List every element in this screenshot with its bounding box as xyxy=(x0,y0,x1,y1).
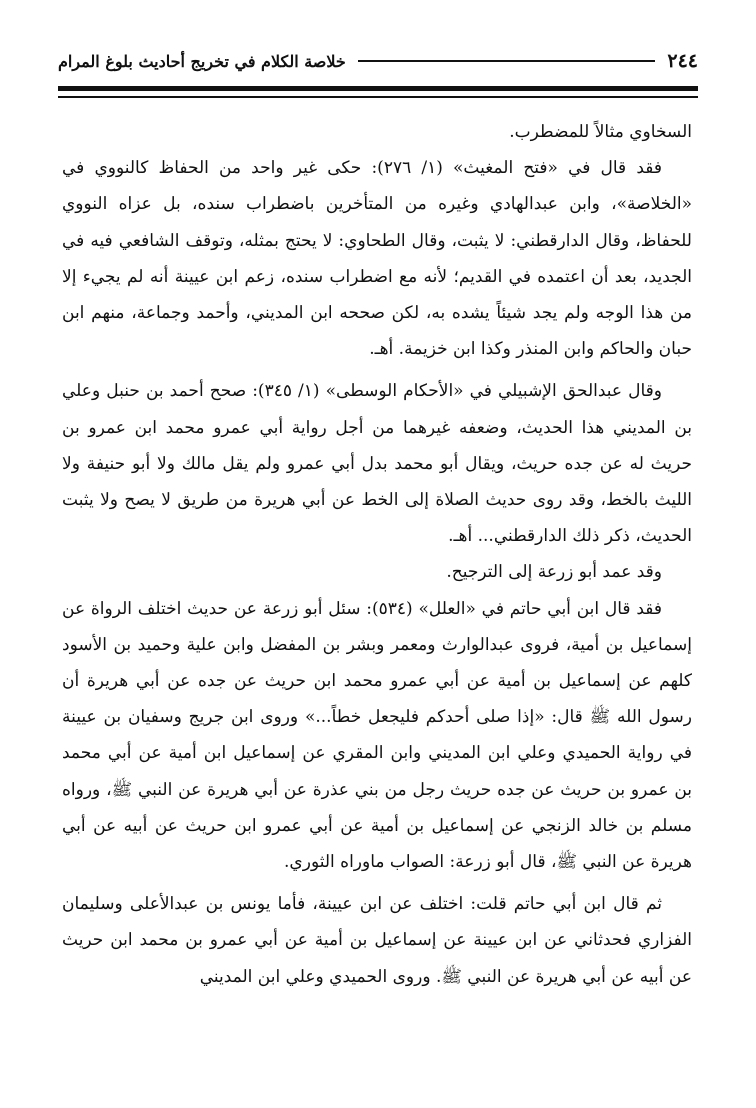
paragraph-abu-zurah: وقد عمد أبو زرعة إلى الترجيح. xyxy=(446,562,662,583)
paragraph-continuation: السخاوي مثالاً للمضطرب. xyxy=(509,122,692,142)
header-rule-thick xyxy=(58,86,698,91)
running-title: خلاصة الكلام في تخريج أحاديث بلوغ المرام xyxy=(58,51,346,71)
header-rule-thin xyxy=(58,96,698,98)
paragraph-ibn-abi-hatim: ثم قال ابن أبي حاتم قلت: اختلف عن ابن عيينة، فأما يونس بن عبدالأعلى وسليمان الفزاري فحدثاني عن ابن عيينة عن إسماعيل بن أمية عن أبي عمرو بن محمد ابن حريث عن أبيه عن أبي هريرة عن النبي ﷺ. وروى الحميدي وعلي ابن المديني xyxy=(62,894,692,987)
body-text xyxy=(62,114,692,995)
page-number: ٢٤٤ xyxy=(667,50,698,72)
paragraph-ilal: فقد قال ابن أبي حاتم في «العلل» (٥٣٤): سئل أبو زرعة عن حديث اختلف الرواة عن إسماعيل بن أمية، فروى عبدالوارث ومعمر وبشر بن المفضل وابن علية وحميد بن الأسود كلهم عن إسماعيل بن أمية عن أبي عمرو محمد ابن حريث عن جده عن أبي هريرة أن رسول الله ﷺ قال: «إذا صلى أحدكم فليجعل خطاً...» وروى ابن جريج وسفيان بن عيينة في رواية الحميدي وعلي ابن المديني وابن المقري عن إسماعيل ابن أمية عن أبي محمد بن عمرو بن حريث عن جده حريث رجل من بني عذرة عن أبي هريرة عن النبي ﷺ، ورواه مسلم بن خالد الزنجي عن إسماعيل بن أمية عن أبي عمرو ابن حريث عن أبيه عن أبي هريرة عن النبي ﷺ، قال أبو زرعة: الصواب ماوراه الثوري. xyxy=(62,598,692,873)
header-divider xyxy=(358,60,656,62)
paragraph-abdulhaq: وقال عبدالحق الإشبيلي في «الأحكام الوسطى» (١/ ٣٤٥): صحح أحمد بن حنبل وعلي بن المديني هذا الحديث، وضعفه غيرهما من أجل رواية أبي عمرو محمد ابن عمرو بن حريث له عن جده حريث، ويقال أبو محمد بدل أبي عمرو ولم يقل مالك ولا أبو حنيفة ولا الليث بالخط، وقد روى حديث الصلاة إلى الخط عن أبي هريرة من طريق لا يصح ولا يثبت الحديث، ذكر ذلك الدارقطني... أهـ. xyxy=(62,381,692,547)
paragraph-fath-al-mughith: فقد قال في «فتح المغيث» (١/ ٢٧٦): حكى غير واحد من الحفاظ كالنووي في «الخلاصة»، وابن عبدالهادي وغيره من المتأخرين باضطراب سنده، بل عزاه النووي للحفاظ، وقال الدارقطني: لا يثبت، وقال الطحاوي: لا يحتج بمثله، وتوقف الشافعي فيه في الجديد، بعد أن اعتمده في القديم؛ لأنه مع اضطراب سنده، زعم ابن عيينة أنه لم يجيء إلا من هذا الوجه ولم يجد شيئاً يشده به، لكن صححه ابن المديني، وأحمد وجماعة، منهم ابن حبان والحاكم وابن المنذر وكذا ابن خزيمة. أهـ. xyxy=(62,158,692,360)
page-header xyxy=(58,46,698,76)
